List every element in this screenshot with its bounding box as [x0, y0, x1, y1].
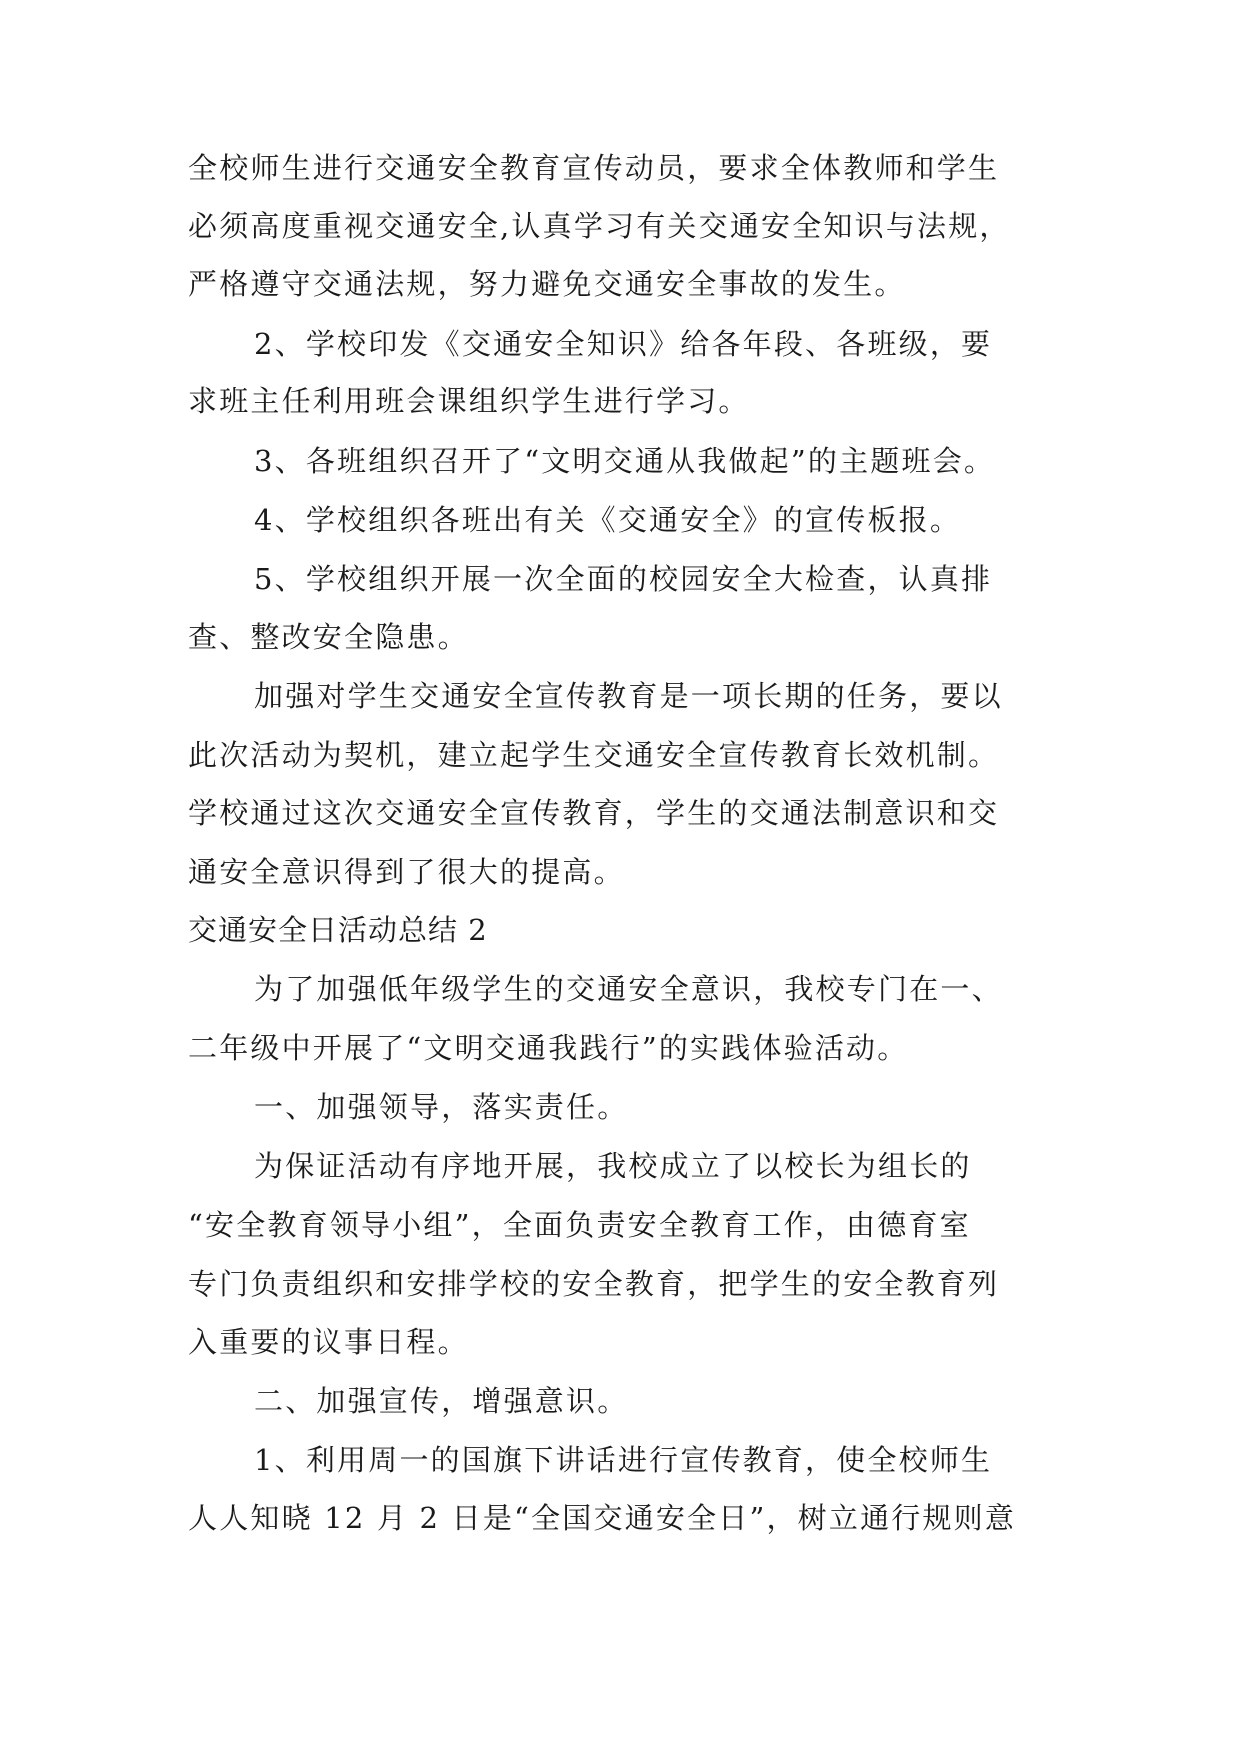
body-text-line: 查、整改安全隐患。 — [188, 620, 469, 654]
body-text-line: 严格遵守交通法规，努力避免交通安全事故的发生。 — [188, 267, 906, 301]
body-text-line: 全校师生进行交通安全教育宣传动员，要求全体教师和学生 — [188, 151, 1000, 185]
body-text-line: 专门负责组织和安排学校的安全教育，把学生的安全教育列 — [188, 1267, 1000, 1301]
body-text-line: 4、学校组织各班出有关《交通安全》的宣传板报。 — [254, 503, 962, 537]
body-text-line: 5、学校组织开展一次全面的校园安全大检查，认真排 — [254, 562, 993, 596]
body-text-line: 为保证活动有序地开展，我校成立了以校长为组长的 — [254, 1149, 972, 1183]
body-text-line: 二年级中开展了“文明交通我践行”的实践体验活动。 — [188, 1031, 909, 1065]
body-text-line: 2、学校印发《交通安全知识》给各年段、各班级，要 — [254, 327, 993, 361]
body-text-line: 加强对学生交通安全宣传教育是一项长期的任务，要以 — [254, 679, 1003, 713]
body-text-line: 1、利用周一的国旗下讲话进行宣传教育，使全校师生 — [254, 1443, 993, 1477]
body-text-line: 3、各班组织召开了“文明交通从我做起”的主题班会。 — [254, 444, 996, 478]
body-text-line: 二、加强宣传，增强意识。 — [254, 1384, 629, 1418]
body-text-line: 求班主任利用班会课组织学生进行学习。 — [188, 384, 750, 418]
section-heading: 交通安全日活动总结 2 — [188, 913, 488, 947]
body-text-line: 通安全意识得到了很大的提高。 — [188, 855, 625, 889]
body-text-line: “安全教育领导小组”，全面负责安全教育工作，由德育室 — [188, 1208, 971, 1242]
body-text-line: 入重要的议事日程。 — [188, 1325, 469, 1359]
body-text-line: 人人知晓 12 月 2 日是“全国交通安全日”，树立通行规则意 — [188, 1501, 1017, 1535]
body-text-line: 此次活动为契机，建立起学生交通安全宣传教育长效机制。 — [188, 738, 1000, 772]
body-text-line: 一、加强领导，落实责任。 — [254, 1090, 629, 1124]
body-text-line: 必须高度重视交通安全,认真学习有关交通安全知识与法规， — [188, 209, 1011, 243]
body-text-line: 学校通过这次交通安全宣传教育，学生的交通法制意识和交 — [188, 796, 1000, 830]
body-text-line: 为了加强低年级学生的交通安全意识，我校专门在一、 — [254, 972, 1003, 1006]
